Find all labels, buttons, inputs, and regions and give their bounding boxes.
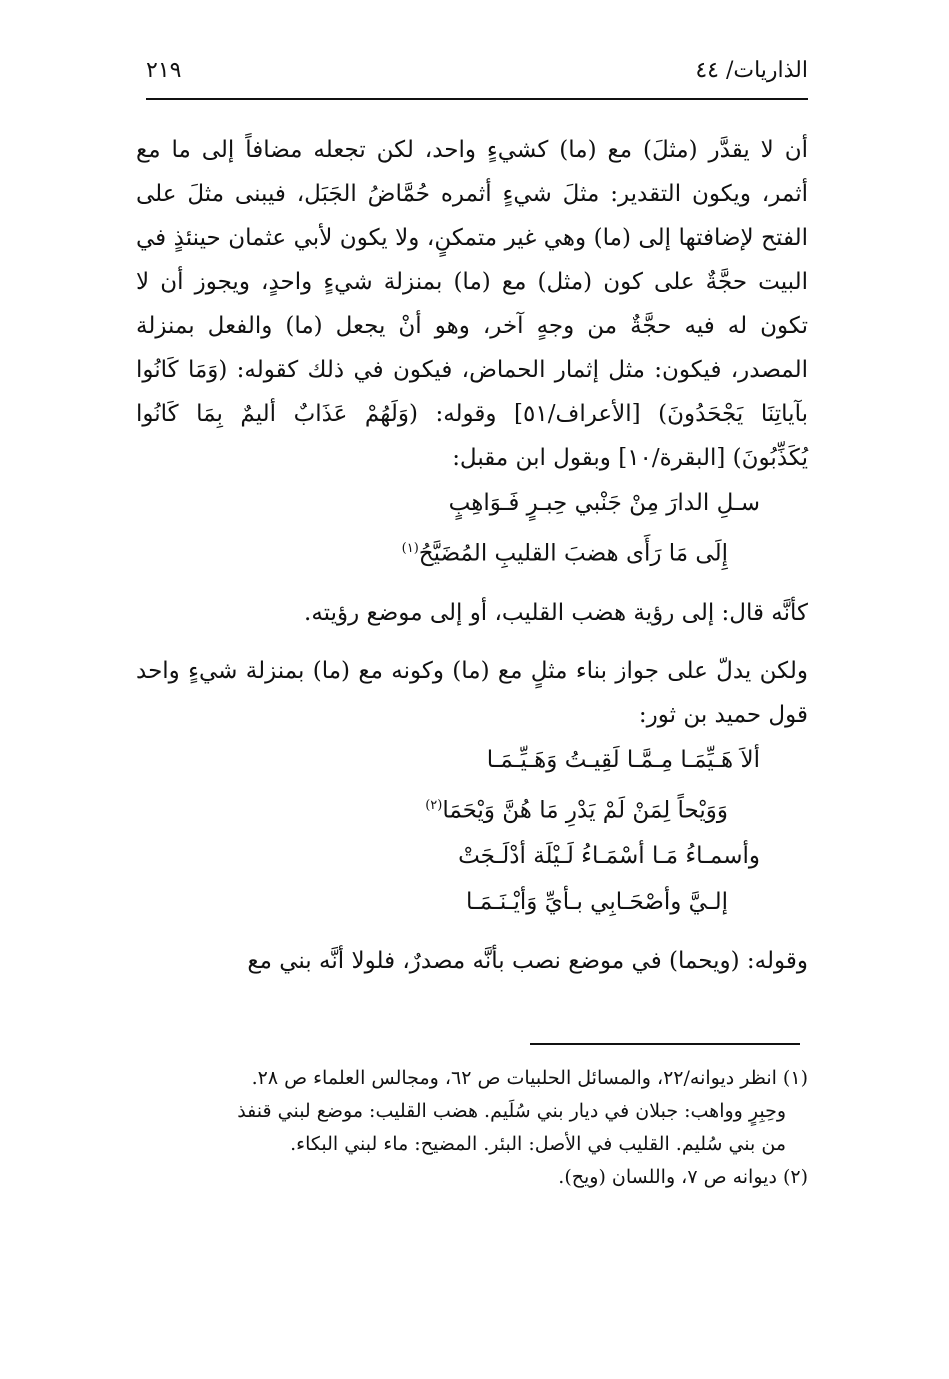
verse-line [136, 526, 808, 577]
verse-humayd [136, 737, 808, 926]
verse-line-text: إِلَى مَا رَأَى هضبَ القليبِ المُضَيَّحُ [418, 540, 728, 567]
verse-line: سـلِ الدارَ مِنْ جَنْبي حِبـرٍ فَـوَاهِبٍ [448, 490, 760, 516]
page-header [146, 58, 808, 98]
paragraph-3: ولكن يدلّ على جواز بناء مثلٍ مع (ما) وكونه مع (ما) بمنزلة شيءٍ واحد قول حميد بن ثور: [136, 657, 808, 728]
main-text [136, 128, 808, 983]
paragraph-2: كأنَّه قال: إلى رؤية هضب القليب، أو إلى موضع رؤيته. [304, 599, 808, 626]
spacer [136, 577, 808, 591]
spacer [136, 635, 808, 649]
verse-line [136, 783, 808, 834]
footnote-1-cont: وحِبِرٍ وواهب: جبلان في ديار بني سُلَيم. هضب القليب: موضع لبني قنفذ [237, 1100, 786, 1122]
footnotes [136, 1062, 808, 1194]
footnote-ref: (٢) [425, 797, 443, 813]
verse-line-text: وَوَيْحاً لِمَنْ لَمْ يَدْرِ مَا هُنَّ وَيْحَمَا [442, 797, 728, 824]
footnote-1: (١) انظر ديوانه/٢٢، والمسائل الحلبيات ص ٦٢، ومجالس العلماء ص ٢٨. [251, 1067, 808, 1089]
spacer [136, 925, 808, 939]
footnote-1-cont: من بني سُليم. القليب في الأصل: البئر. المضيح: ماء لبني البكاء. [290, 1133, 786, 1155]
footnote-ref: (١) [401, 541, 419, 556]
verse-line: ألاَ هَـيِّمَـا مِـمَّـا لَقِيـتُ وَهَـيِّـمَـا [486, 746, 760, 773]
running-title: الذاريات/ ٤٤ [695, 58, 808, 83]
header-rule [146, 98, 808, 100]
verse-line: إلـيَّ وأصْحَـابِي بـأيِّ وَأيْـنَـمَـا [466, 889, 728, 916]
verse-line: وأسمـاءُ مَـا أسْمَـاءُ لَـيْلَة أدْلَـجَتْ [458, 843, 760, 870]
paragraph-4: وقوله: (ويحما) في موضع نصب بأنَّه مصدرٌ، فلولا أنَّه بني مع [247, 948, 808, 975]
footnote-2: (٢) ديوانه ص ٧، واللسان (ويح). [558, 1166, 808, 1188]
paragraph-1: أن لا يقدَّر (مثلَ) مع (ما) كشيءٍ واحد، لكن تجعله مضافاً إلى ما مع أثمر، ويكون التقدير: مثلَ شيءٍ أثمره حُمَّاضُ الجَبَل، فيبنى مثلَ على الفتح لإضافتها إلى (ما) وهي غير متمكنٍ، ولا يكون لأبي عثمان حينئذٍ في البيت حجَّةٌ على كون (مثل) مع (ما) بمنزلة شيءٍ واحدٍ، ويجوز أن لا تكون له فيه حجَّةٌ من وجهٍ آخر، وهو أنْ يجعل (ما) والفعل بمنزلة المصدر، فيكون: مثل إثمار الحماض، فيكون في ذلك كقوله: (وَمَا كَانُوا بآياتِنَا يَجْحَدُونَ) [الأعراف/٥١] وقوله: (وَلَهُمْ عَذَابٌ أليمٌ بِمَا كَانُوا يُكَذِّبُونَ) [البقرة/١٠] وبقول ابن مقبل: [136, 137, 808, 471]
footnote-rule [530, 1043, 800, 1045]
verse-ibn-muqbil [136, 480, 808, 577]
page-number: ٢١٩ [146, 58, 182, 83]
